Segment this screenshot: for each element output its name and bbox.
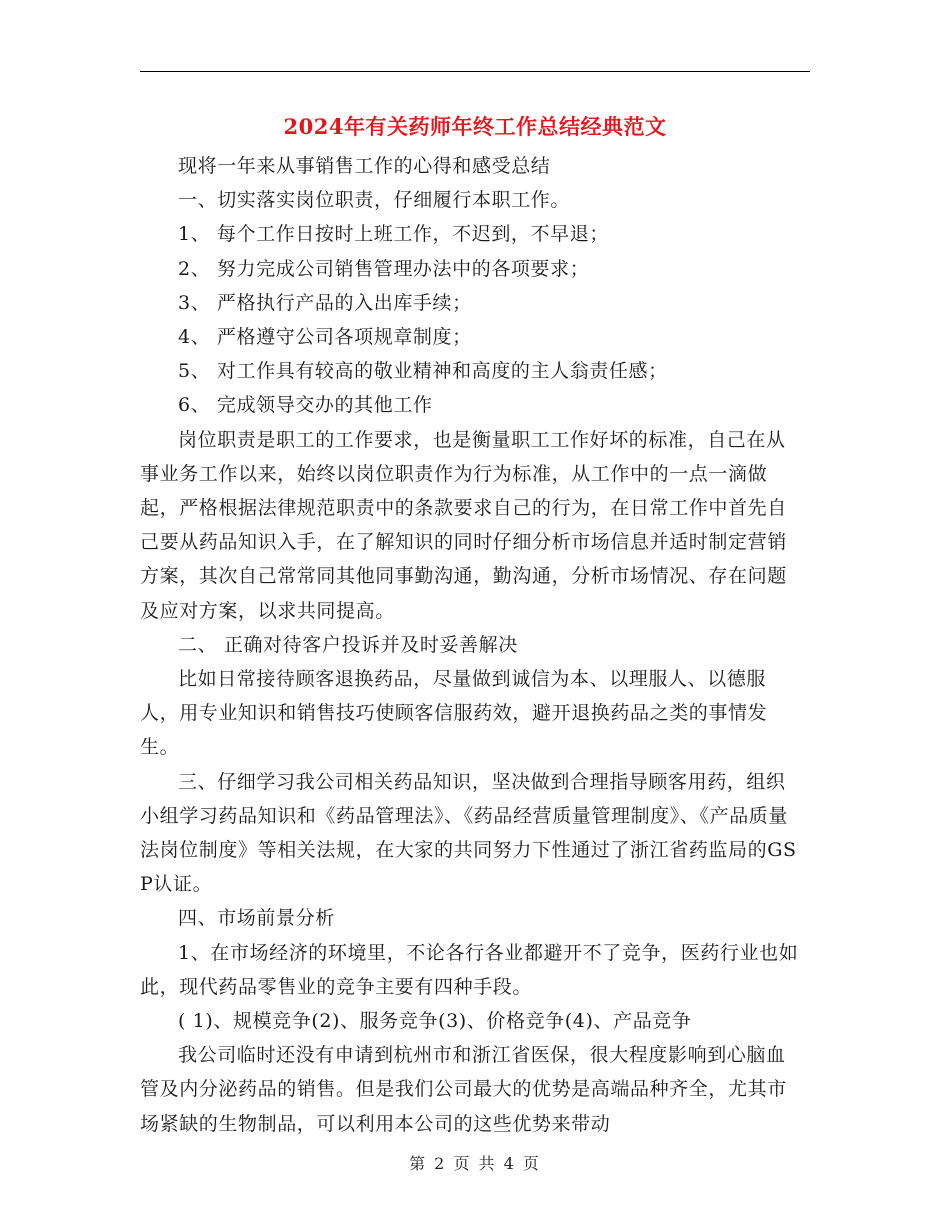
paragraph: 3、 严格执行产品的入出库手续； bbox=[178, 291, 472, 314]
paragraph: 比如日常接待顾客退换药品，尽量做到诚信为本、以理服人、以德服人，用专业知识和销售技巧使顾客信服药效，避开退换药品之类的事情发生。 bbox=[140, 668, 768, 759]
document-body bbox=[140, 149, 800, 1141]
document-title: 2024年有关药师年终工作总结经典范文 bbox=[283, 114, 667, 139]
paragraph: 现将一年来从事销售工作的心得和感受总结 bbox=[178, 155, 551, 177]
paragraph: 一、切实落实岗位职责，仔细履行本职工作。 bbox=[178, 189, 571, 212]
paragraph: 我公司临时还没有申请到杭州市和浙江省医保，很大程度影响到心脑血管及内分泌药品的销售。但是我们公司最大的优势是高端品种齐全，尤其市场紧缺的生物制品，可以利用本公司的这些优势来带动 bbox=[140, 1044, 787, 1135]
paragraph: 5、 对工作具有较高的敬业精神和高度的主人翁责任感； bbox=[178, 360, 668, 383]
paragraph: 1、 每个工作日按时上班工作，不迟到，不早退； bbox=[178, 223, 609, 246]
page-number-footer: 第 2 页 共 4 页 bbox=[409, 1154, 541, 1173]
paragraph: 四、市场前景分析 bbox=[178, 907, 335, 930]
paragraph: 三、仔细学习我公司相关药品知识，坚决做到合理指导顾客用药，组织小组学习药品知识和《药品管理法》、《药品经营质量管理制度》、《产品质量法岗位制度》等相关法规，在大家的共同努力下性通过了浙江省药监局的GSP认证。 bbox=[140, 770, 797, 896]
header-rule bbox=[140, 71, 810, 72]
paragraph: ( 1)、规模竞争(2)、服务竞争(3)、价格竞争(4)、产品竞争 bbox=[178, 1010, 692, 1033]
paragraph: 6、 完成领导交办的其他工作 bbox=[178, 394, 433, 417]
paragraph: 2、 努力完成公司销售管理办法中的各项要求； bbox=[178, 257, 590, 280]
paragraph: 4、 严格遵守公司各项规章制度； bbox=[178, 326, 472, 349]
paragraph: 1、在市场经济的环境里，不论各行各业都避开不了竞争，医药行业也如此，现代药品零售业的竞争主要有四种手段。 bbox=[140, 941, 799, 998]
paragraph: 二、 正确对待客户投诉并及时妥善解决 bbox=[178, 633, 518, 656]
paragraph: 岗位职责是职工的工作要求，也是衡量职工工作好坏的标准，自己在从事业务工作以来，始终以岗位职责作为行为标准，从工作中的一点一滴做起，严格根据法律规范职责中的条款要求自己的行为，在日常工作中首先自己要从药品知识入手，在了解知识的同时仔细分析市场信息并适时制定营销方案，其次自己常常同其他同事勤沟通，勤沟通，分析市场情况、存在问题及应对方案，以求共同提高。 bbox=[140, 428, 787, 622]
